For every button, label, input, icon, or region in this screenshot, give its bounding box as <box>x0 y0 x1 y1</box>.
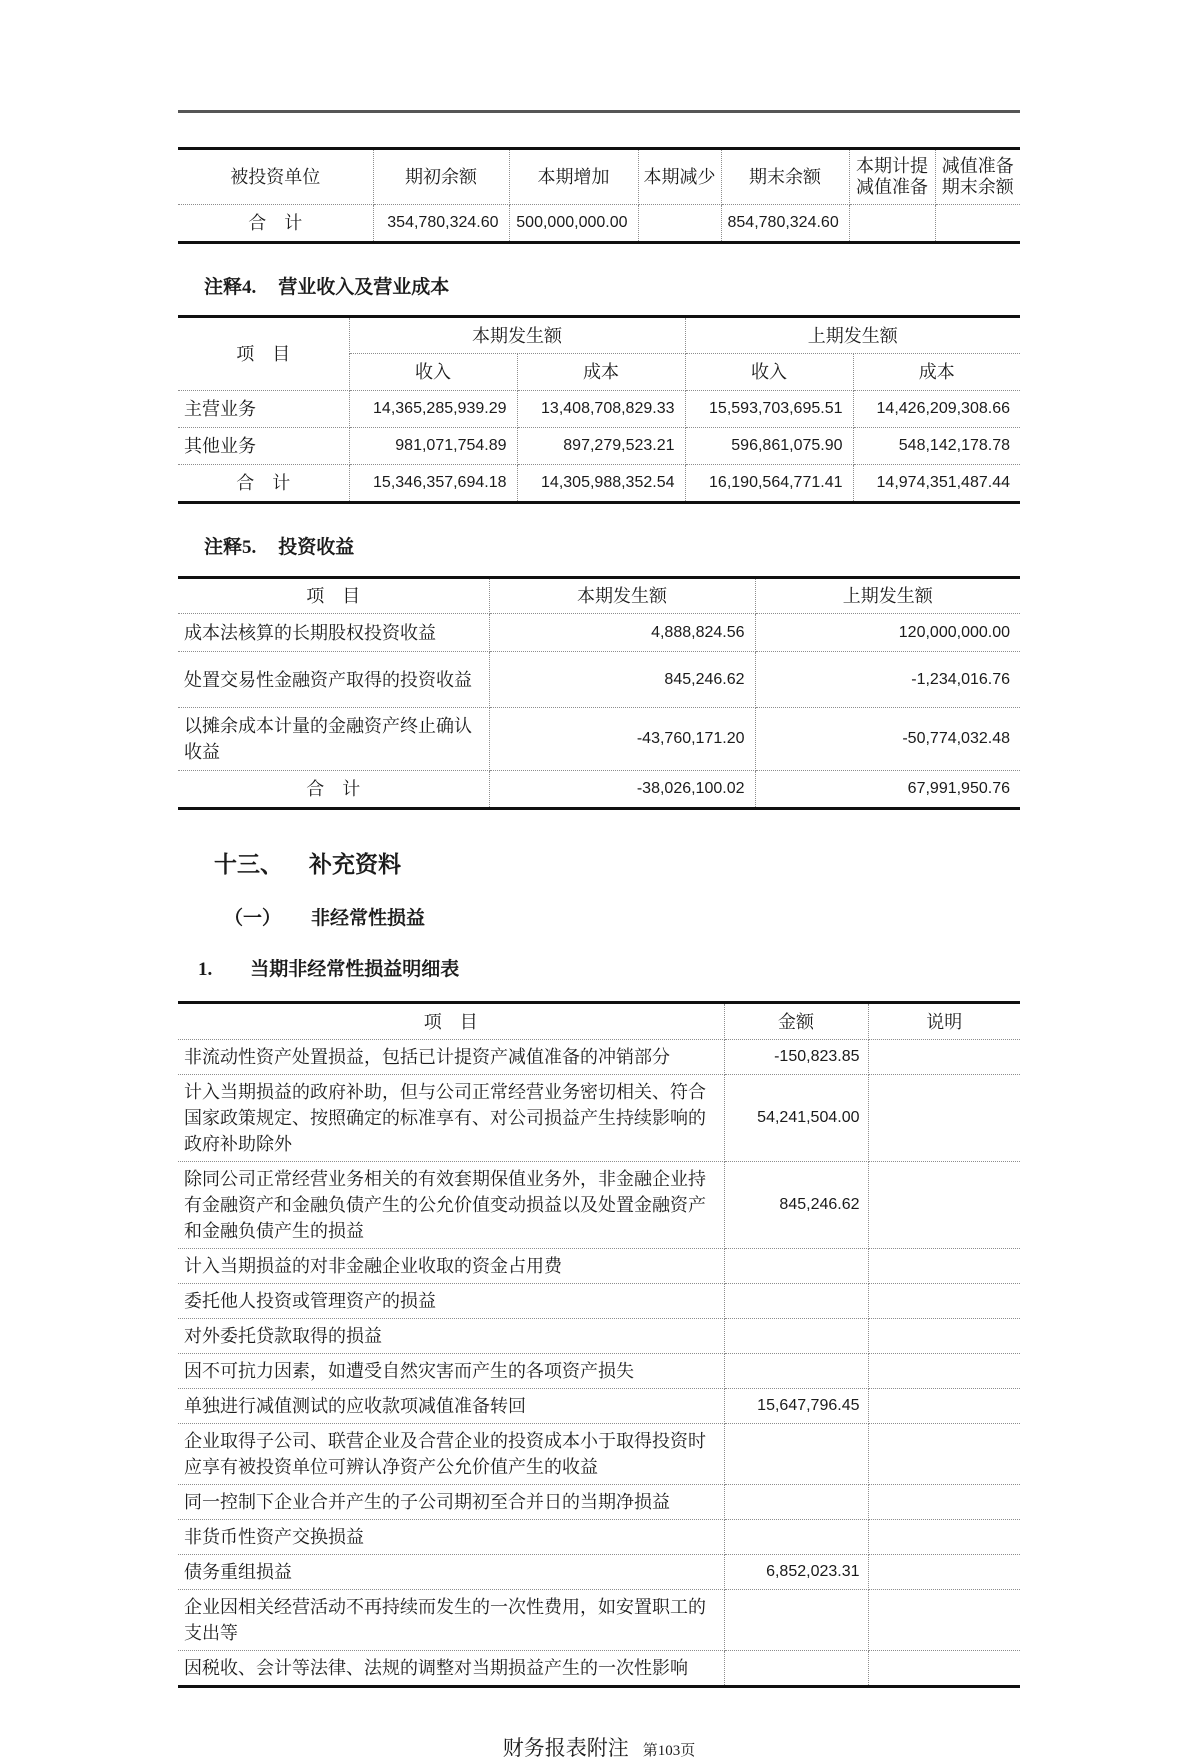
total-row <box>178 465 1020 503</box>
col-prior-income: 收入 <box>685 354 853 391</box>
section13-title: 补充资料 <box>309 852 401 877</box>
row-item: 非货币性资产交换损益 <box>178 1520 724 1555</box>
total-row <box>178 771 1020 809</box>
row-item: 企业因相关经营活动不再持续而发生的一次性费用，如安置职工的支出等 <box>178 1590 724 1651</box>
current-amount: -43,760,171.20 <box>489 708 755 771</box>
cur-cost: 14,305,988,352.54 <box>517 465 685 503</box>
row-item: 除同公司正常经营业务相关的有效套期保值业务外，非金融企业持有金融资产和金融负债产生的公允价值变动损益以及处置金融资产和金融负债产生的损益 <box>178 1162 724 1249</box>
row-item: 以摊余成本计量的金融资产终止确认收益 <box>178 708 489 771</box>
table-header-row <box>178 578 1020 614</box>
row-amount: 15,647,796.45 <box>724 1389 868 1424</box>
total-impairment <box>849 205 935 243</box>
col-decrease: 本期减少 <box>638 149 721 205</box>
table-row <box>178 1162 1020 1249</box>
table-row <box>178 1389 1020 1424</box>
row-note <box>868 1284 1020 1319</box>
row-item: 因税收、会计等法律、法规的调整对当期损益产生的一次性影响 <box>178 1651 724 1687</box>
table-row <box>178 1590 1020 1651</box>
page-footer <box>178 1732 1020 1762</box>
row-amount <box>724 1485 868 1520</box>
row-note <box>868 1555 1020 1590</box>
current-amount: 4,888,824.56 <box>489 614 755 652</box>
row-note <box>868 1249 1020 1284</box>
col-prior-period: 上期发生额 <box>755 578 1020 614</box>
col-current-period: 本期发生额 <box>489 578 755 614</box>
row-amount: 6,852,023.31 <box>724 1555 868 1590</box>
table-row <box>178 1284 1020 1319</box>
table-row <box>178 1354 1020 1389</box>
row-amount <box>724 1424 868 1485</box>
note5-heading <box>204 532 1020 559</box>
total-label: 合 计 <box>178 771 489 809</box>
footer-page-number: 第103页 <box>642 1743 696 1759</box>
table-row <box>178 708 1020 771</box>
col-amount: 金额 <box>724 1003 868 1040</box>
table-row <box>178 1075 1020 1162</box>
row-amount: 845,246.62 <box>724 1162 868 1249</box>
total-row <box>178 205 1020 243</box>
row-item: 计入当期损益的对非金融企业收取的资金占用费 <box>178 1249 724 1284</box>
row-item: 其他业务 <box>178 428 349 465</box>
row-item: 企业取得子公司、联营企业及合营企业的投资成本小于取得投资时应享有被投资单位可辨认净资产公允价值产生的收益 <box>178 1424 724 1485</box>
col-item: 项 目 <box>178 1003 724 1040</box>
prior-amount: 120,000,000.00 <box>755 614 1020 652</box>
cur-cost: 13,408,708,829.33 <box>517 391 685 428</box>
total-label: 合 计 <box>178 465 349 503</box>
table-row <box>178 614 1020 652</box>
table-header-row <box>178 1003 1020 1040</box>
sub1-title: 非经常性损益 <box>311 908 426 929</box>
note4-label: 注释4. <box>204 277 257 298</box>
col-closing-balance: 期末余额 <box>721 149 849 205</box>
row-note <box>868 1651 1020 1687</box>
row-item: 对外委托贷款取得的损益 <box>178 1319 724 1354</box>
current-amount: 845,246.62 <box>489 652 755 708</box>
page-header-rule <box>178 110 1020 113</box>
section13-sub2-heading <box>198 954 1020 981</box>
investment-summary-table <box>178 147 1020 244</box>
row-note <box>868 1040 1020 1075</box>
col-current-period: 本期发生额 <box>349 317 685 354</box>
pri-income: 596,861,075.90 <box>685 428 853 465</box>
row-amount <box>724 1590 868 1651</box>
row-item: 因不可抗力因素，如遭受自然灾害而产生的各项资产损失 <box>178 1354 724 1389</box>
cur-income: 981,071,754.89 <box>349 428 517 465</box>
row-note <box>868 1389 1020 1424</box>
row-item: 计入当期损益的政府补助，但与公司正常经营业务密切相关、符合国家政策规定、按照确定的标准享有、对公司损益产生持续影响的政府补助除外 <box>178 1075 724 1162</box>
table-row <box>178 1319 1020 1354</box>
col-prior-cost: 成本 <box>853 354 1020 391</box>
total-decrease <box>638 205 721 243</box>
row-amount <box>724 1319 868 1354</box>
cur-cost: 897,279,523.21 <box>517 428 685 465</box>
row-item: 非流动性资产处置损益，包括已计提资产减值准备的冲销部分 <box>178 1040 724 1075</box>
table-row <box>178 1424 1020 1485</box>
row-amount <box>724 1284 868 1319</box>
row-note <box>868 1424 1020 1485</box>
pri-cost: 548,142,178.78 <box>853 428 1020 465</box>
row-note <box>868 1485 1020 1520</box>
cur-income: 15,346,357,694.18 <box>349 465 517 503</box>
total-increase: 500,000,000.00 <box>509 205 638 243</box>
row-note <box>868 1319 1020 1354</box>
note4-heading <box>204 272 1020 299</box>
row-item: 同一控制下企业合并产生的子公司期初至合并日的当期净损益 <box>178 1485 724 1520</box>
row-item: 成本法核算的长期股权投资收益 <box>178 614 489 652</box>
col-item: 项 目 <box>178 578 489 614</box>
prior-amount: 67,991,950.76 <box>907 780 1010 797</box>
row-amount <box>724 1249 868 1284</box>
col-investee: 被投资单位 <box>178 149 373 205</box>
table-header-row <box>178 149 1020 205</box>
row-note <box>868 1162 1020 1249</box>
pri-cost: 14,426,209,308.66 <box>853 391 1020 428</box>
total-closing: 854,780,324.60 <box>721 205 849 243</box>
row-amount <box>724 1354 868 1389</box>
row-note <box>868 1590 1020 1651</box>
row-amount: 54,241,504.00 <box>724 1075 868 1162</box>
cur-income: 14,365,285,939.29 <box>349 391 517 428</box>
section13-heading <box>214 846 1020 879</box>
table-row <box>178 1040 1020 1075</box>
nonrecurring-items-table <box>178 1001 1020 1688</box>
col-impairment-closing: 减值准备 期末余额 <box>935 149 1020 205</box>
table-row <box>178 1249 1020 1284</box>
table-row <box>178 1555 1020 1590</box>
row-note <box>868 1354 1020 1389</box>
section13-sub1-heading <box>224 903 1020 930</box>
col-current-cost: 成本 <box>517 354 685 391</box>
table-row <box>178 1520 1020 1555</box>
col-increase: 本期增加 <box>509 149 638 205</box>
current-amount: -38,026,100.02 <box>489 771 755 809</box>
row-amount <box>724 1520 868 1555</box>
col-note: 说明 <box>868 1003 1020 1040</box>
row-amount: -150,823.85 <box>724 1040 868 1075</box>
row-note <box>868 1075 1020 1162</box>
prior-amount: -1,234,016.76 <box>755 652 1020 708</box>
footer-title: 财务报表附注 <box>502 1736 629 1760</box>
row-item: 主营业务 <box>178 391 349 428</box>
sub1-number: （一） <box>224 908 282 929</box>
total-opening: 354,780,324.60 <box>373 205 509 243</box>
col-opening-balance: 期初余额 <box>373 149 509 205</box>
table-row <box>178 391 1020 428</box>
col-prior-period: 上期发生额 <box>685 317 1020 354</box>
document-page <box>178 0 1020 1762</box>
col-impairment-provision: 本期计提 减值准备 <box>849 149 935 205</box>
table-row <box>178 1485 1020 1520</box>
col-current-income: 收入 <box>349 354 517 391</box>
sub2-title: 当期非经常性损益明细表 <box>250 959 460 980</box>
total-impairment-closing <box>935 205 1020 243</box>
col-item: 项 目 <box>178 317 349 391</box>
section13-number: 十三、 <box>214 852 283 877</box>
revenue-cost-table <box>178 315 1020 504</box>
pri-income: 15,593,703,695.51 <box>685 391 853 428</box>
prior-amount: -50,774,032.48 <box>755 708 1020 771</box>
total-label: 合 计 <box>178 205 373 243</box>
pri-income: 16,190,564,771.41 <box>685 465 853 503</box>
row-item: 委托他人投资或管理资产的损益 <box>178 1284 724 1319</box>
note4-title: 营业收入及营业成本 <box>278 277 450 298</box>
sub2-number: 1. <box>198 959 213 980</box>
row-item: 单独进行减值测试的应收款项减值准备转回 <box>178 1389 724 1424</box>
pri-cost: 14,974,351,487.44 <box>876 474 1010 491</box>
note5-label: 注释5. <box>204 537 257 558</box>
table-row <box>178 652 1020 708</box>
table-row <box>178 1651 1020 1687</box>
row-item: 债务重组损益 <box>178 1555 724 1590</box>
row-amount <box>724 1651 868 1687</box>
table-header-row <box>178 317 1020 354</box>
table-row <box>178 428 1020 465</box>
investment-income-table <box>178 576 1020 810</box>
row-note <box>868 1520 1020 1555</box>
note5-title: 投资收益 <box>278 537 355 558</box>
row-item: 处置交易性金融资产取得的投资收益 <box>178 652 489 708</box>
